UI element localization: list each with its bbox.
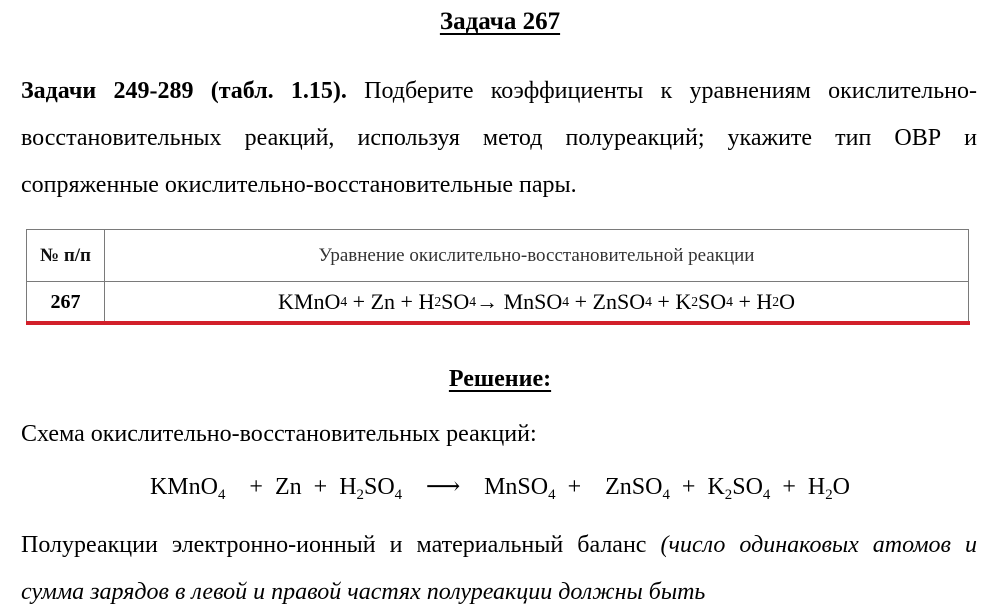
formula-kmno4: KMnO xyxy=(149,474,218,500)
plus-sign: + xyxy=(657,289,670,314)
plus-sign: + xyxy=(738,289,751,314)
subscript: 2 xyxy=(724,487,733,504)
formula-h2so4: H xyxy=(339,474,357,500)
reaction-table xyxy=(26,229,969,322)
formula-zn: Zn xyxy=(370,289,396,314)
plus-sign: + xyxy=(352,289,366,314)
accent-underline xyxy=(26,321,970,325)
formula-k2so4: K xyxy=(707,474,725,500)
plus-sign: + xyxy=(567,474,582,500)
subscript: 4 xyxy=(762,487,771,504)
problem-title: Задача 267 xyxy=(439,8,561,35)
plus-sign: + xyxy=(574,289,588,314)
formula-k2so4-so: SO xyxy=(698,289,727,314)
subscript: 4 xyxy=(394,487,403,504)
plus-sign: + xyxy=(313,474,328,500)
reaction-arrow: ⟶ xyxy=(425,474,461,500)
table-cell-number: 267 xyxy=(27,282,105,322)
table-header-number: № п/п xyxy=(27,230,105,281)
subscript: 4 xyxy=(662,487,670,504)
scheme-label: Схема окислительно-восстановительных реакций: xyxy=(21,421,537,447)
table-row xyxy=(27,282,968,322)
half-reactions-paragraph xyxy=(21,522,977,616)
formula-k2so4: K xyxy=(675,289,692,314)
table-cell-equation: KMnO 4 + Zn + H 2 SO 4 → MnSO 4 + ZnSO 4 + K 2 SO 4 + H 2 O xyxy=(278,289,795,314)
subscript: 2 xyxy=(825,487,833,504)
formula-h2so4: H xyxy=(418,289,435,314)
subscript: 4 xyxy=(217,487,226,504)
task-lead: Задачи 249-289 (табл. 1.15). xyxy=(21,78,347,104)
plus-sign: + xyxy=(782,474,796,500)
half-reactions-text: Полуреакции электронно-ионный и материальный баланс xyxy=(21,532,661,558)
table-header-equation: Уравнение окислительно-восстановительной реакции xyxy=(318,244,755,266)
formula-mnso4: MnSO xyxy=(503,289,563,314)
formula-kmno4: KMnO xyxy=(278,289,341,314)
formula-h2o: H xyxy=(756,289,773,314)
formula-k2so4-so: SO xyxy=(732,474,763,500)
formula-h2so4-so: SO xyxy=(363,474,395,500)
plus-sign: + xyxy=(681,474,696,500)
reaction-arrow: → xyxy=(476,289,499,314)
formula-h2so4-so: SO xyxy=(441,289,470,314)
half-reactions-note: (число одинаковых атомов и сумма зарядов в левой и правой частях полуреакции должны быть xyxy=(21,532,978,605)
solution-title: Решение: xyxy=(448,366,552,392)
plus-sign: + xyxy=(249,474,263,500)
plus-sign: + xyxy=(400,289,413,314)
formula-mnso4: MnSO xyxy=(484,474,549,500)
scheme-equation xyxy=(0,472,1000,504)
formula-h2o-o: O xyxy=(779,289,795,314)
table-header-row xyxy=(27,230,968,282)
formula-h2o: H xyxy=(807,474,826,500)
subscript: 4 xyxy=(548,487,556,504)
task-statement xyxy=(21,68,977,209)
formula-znso4: ZnSO xyxy=(592,289,646,314)
subscript: 2 xyxy=(356,487,364,504)
formula-znso4: ZnSO xyxy=(605,474,663,500)
formula-h2o-o: O xyxy=(832,474,851,500)
task-text: Подберите коэффициенты к уравнениям окислительно-восстановительных реакций, используя метод полуреакций; укажите тип ОВР и сопряженные окислительно-восстановительные пары. xyxy=(21,78,977,198)
formula-zn: Zn xyxy=(274,474,302,500)
